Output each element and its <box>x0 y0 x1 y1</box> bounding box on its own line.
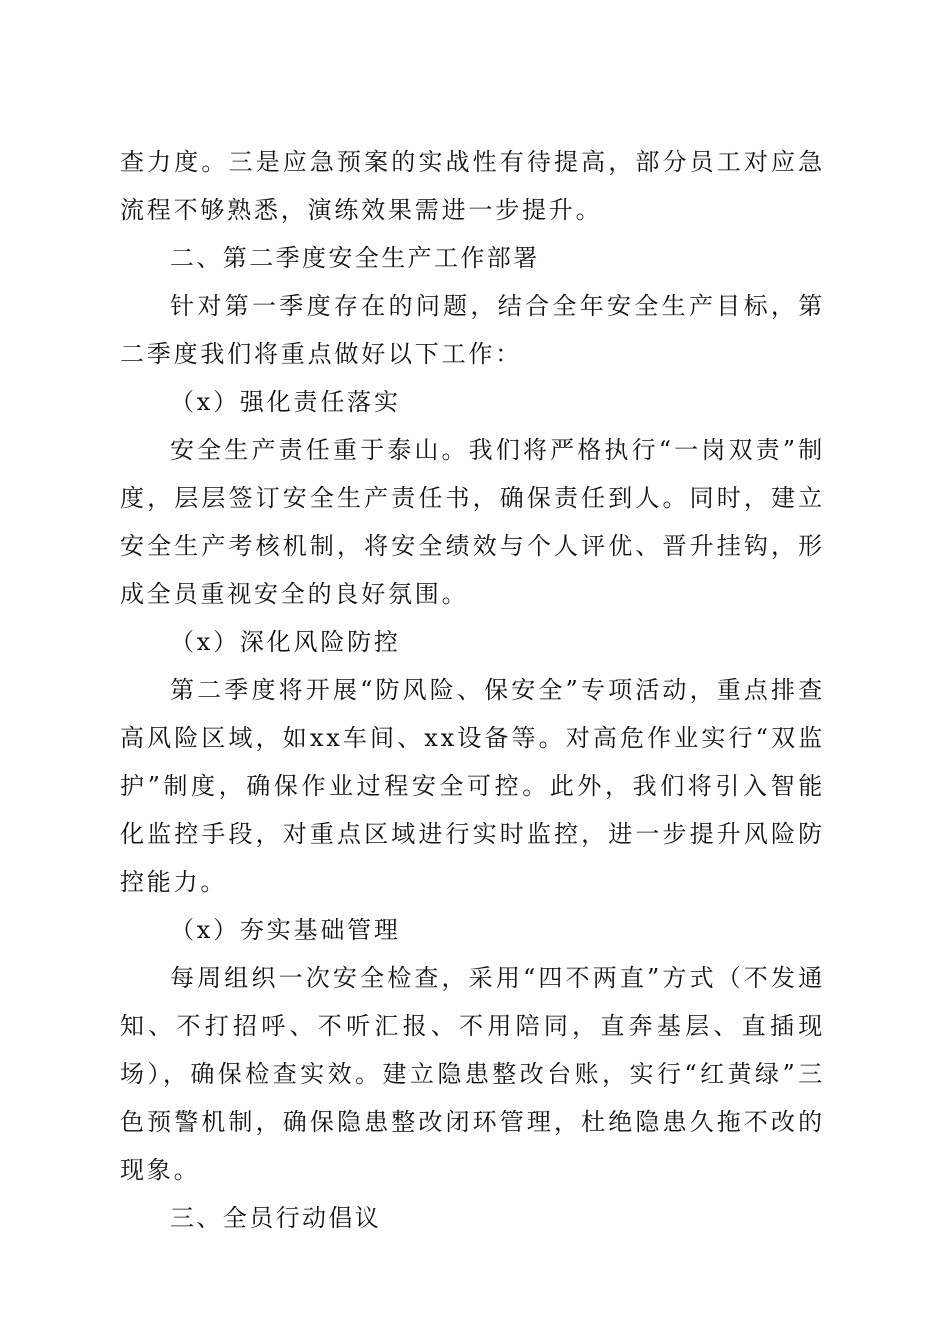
section-heading-2: 二、第二季度安全生产工作部署 <box>170 244 540 272</box>
section-heading-3: 三、全员行动倡议 <box>170 1204 382 1232</box>
document-body <box>120 138 825 1242</box>
paragraph-risk-control: 第二季度将开展“防风险、保安全”专项活动，重点排查高风险区域，如xx车间、xx设备等。对高危作业实行“双监护”制度，确保作业过程安全可控。此外，我们将引入智能化监控手段，对重点区域进行实时监控，进一步提升风险防控能力。 <box>120 676 825 896</box>
subheading-risk-control: （x）深化风险防控 <box>170 628 401 656</box>
paragraph-continuation: 查力度。三是应急预案的实战性有待提高，部分员工对应急流程不够熟悉，演练效果需进一步提升。 <box>120 148 825 224</box>
paragraph-basic-management: 每周组织一次安全检查，采用“四不两直”方式（不发通知、不打招呼、不听汇报、不用陪同，直奔基层、直插现场），确保检查实效。建立隐患整改台账，实行“红黄绿”三色预警机制，确保隐患整改闭环管理，杜绝隐患久拖不改的现象。 <box>120 964 825 1184</box>
paragraph-intro: 针对第一季度存在的问题，结合全年安全生产目标，第二季度我们将重点做好以下工作： <box>120 292 825 368</box>
subheading-responsibility: （x）强化责任落实 <box>170 388 401 416</box>
subheading-basic-management: （x）夯实基础管理 <box>170 916 401 944</box>
paragraph-responsibility: 安全生产责任重于泰山。我们将严格执行“一岗双责”制度，层层签订安全生产责任书，确保责任到人。同时，建立安全生产考核机制，将安全绩效与个人评优、晋升挂钩，形成全员重视安全的良好氛围。 <box>120 436 825 608</box>
